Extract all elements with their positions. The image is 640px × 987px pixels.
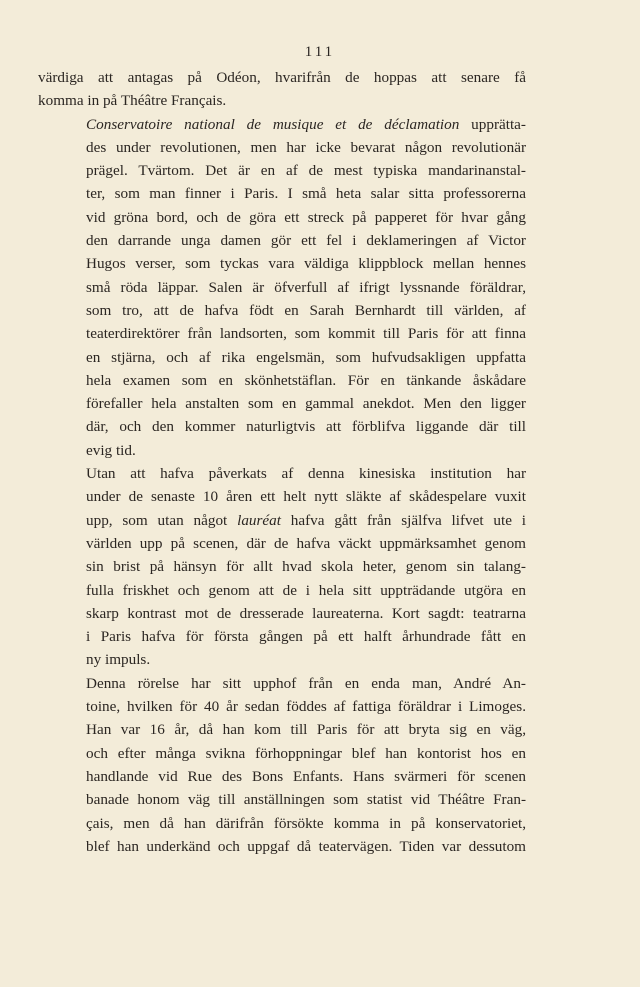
paragraph bbox=[38, 66, 526, 113]
italic-title: Conservatoire national de musique et de déclamation bbox=[86, 115, 460, 133]
text-line: sin brist på hänsyn för allt hvad skola heter, genom sin talang- bbox=[86, 558, 526, 576]
text-line: en stjärna, och af rika engelsmän, som hufvudsakligen uppfatta bbox=[86, 348, 526, 366]
text-line: blef han underkänd och uppgaf då teatervägen. Tiden var dessutom bbox=[86, 837, 526, 855]
text-line: komma in på Théâtre Français. bbox=[38, 92, 227, 110]
text-line: hela examen som en skönhetstäflan. För en tänkande åskådare bbox=[86, 371, 526, 389]
text-fragment: hafva gått från själfva lifvet ute i bbox=[280, 511, 526, 529]
text-line: värdiga att antagas på Odéon, hvarifrån de hoppas att senare få bbox=[38, 69, 526, 86]
text-line: teaterdirektörer från landsorten, som kommit till Paris för att finna bbox=[86, 325, 526, 343]
paragraph bbox=[38, 462, 526, 672]
text-line: ny impuls. bbox=[86, 651, 151, 669]
text-line: vid gröna bord, och de göra ett streck på papperet för hvar gång bbox=[86, 208, 526, 226]
text-line: Denna rörelse har sitt upphof från en enda man, André An- bbox=[86, 674, 526, 692]
text-line: där, och den kommer naturligtvis att förblifva liggande där till bbox=[86, 418, 526, 436]
text-line: skarp kontrast mot de dresserade laureaterna. Kort sagdt: teatrarna bbox=[86, 604, 526, 622]
text-line: prägel. Tvärtom. Det är en af de mest typiska mandarinanstal- bbox=[86, 162, 526, 180]
italic-word: lauréat bbox=[237, 511, 281, 529]
paragraph bbox=[38, 672, 526, 858]
text-line: des under revolutionen, men har icke bevarat någon revolutionär bbox=[86, 138, 526, 156]
text-fragment: upp, som utan något bbox=[86, 511, 238, 529]
text-line: under de senaste 10 åren ett helt nytt släkte af skådespelare vuxit bbox=[86, 488, 526, 506]
text-line: världen upp på scenen, där de hafva väckt uppmärksamhet genom bbox=[86, 534, 526, 552]
text-line: handlande vid Rue des Bons Enfants. Hans svärmeri för scenen bbox=[86, 767, 526, 785]
text-line: evig tid. bbox=[86, 441, 136, 459]
text-line: i Paris hafva för första gången på ett halft århundrade fått en bbox=[86, 628, 526, 646]
text-line: toine, hvilken för 40 år sedan föddes af fattiga föräldrar i Limoges. bbox=[86, 698, 526, 716]
text-line: förefaller hela anstalten som en gammal anekdot. Men den ligger bbox=[86, 395, 526, 413]
text-line: som tro, att de hafva födt en Sarah Bernhardt till världen, af bbox=[86, 301, 526, 319]
body-text bbox=[38, 66, 526, 858]
text-line: den darrande unga damen gör ett fel i deklameringen af Victor bbox=[86, 232, 526, 250]
page-number: 111 bbox=[304, 44, 336, 60]
paragraph bbox=[38, 113, 526, 462]
text-line: Hugos verser, som tyckas vara väldiga klippblock mellan hennes bbox=[86, 255, 526, 273]
text-line: banade honom väg till anställningen som statist vid Théâtre Fran- bbox=[86, 791, 526, 809]
text-line: små röda läppar. Salen är öfverfull af ifrigt lyssnande föräldrar, bbox=[86, 278, 526, 296]
text-line bbox=[38, 509, 526, 532]
text-fragment: upprätta- bbox=[459, 115, 526, 133]
text-line: çais, men då han därifrån försökte komma in på konservatoriet, bbox=[86, 814, 526, 832]
text-line: och efter många svikna förhoppningar blef han kontorist hos en bbox=[86, 744, 526, 762]
text-line: Utan att hafva påverkats af denna kinesiska institution har bbox=[86, 465, 526, 483]
text-line: Han var 16 år, då han kom till Paris för att bryta sig en väg, bbox=[86, 721, 526, 739]
text-line: fulla friskhet och genom att de i hela sitt uppträdande utgöra en bbox=[86, 581, 526, 599]
text-line: ter, som man finner i Paris. I små heta salar sitta professorerna bbox=[86, 185, 526, 203]
text-line bbox=[38, 113, 526, 136]
